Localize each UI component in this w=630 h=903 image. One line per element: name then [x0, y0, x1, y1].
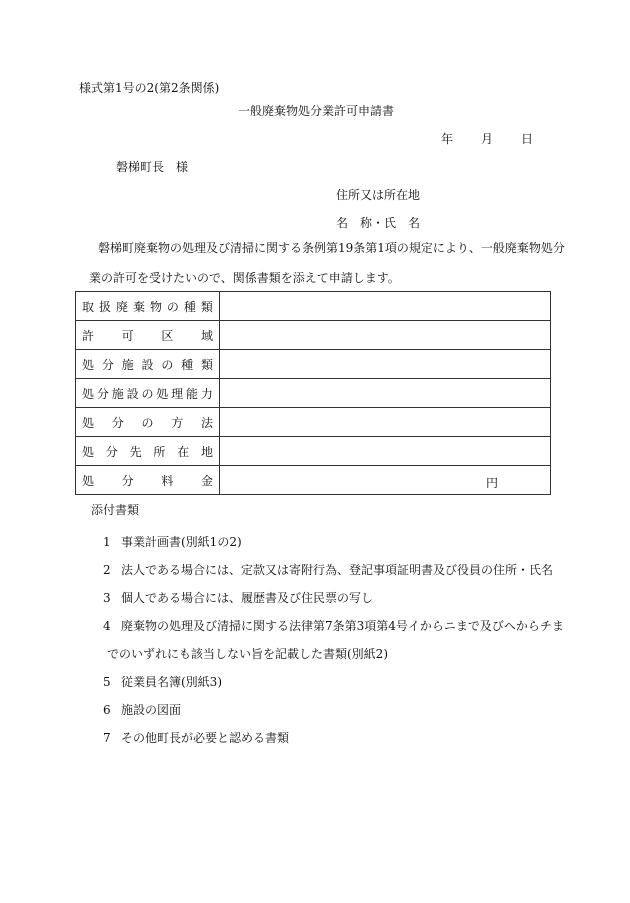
- row-label: [76, 321, 220, 350]
- attachment-text: 廃棄物の処理及び清掃に関する法律第7条第3項第4号イからニまで及びヘからチま: [121, 619, 564, 633]
- label-char: 力: [200, 386, 213, 401]
- row-value-field[interactable]: [220, 321, 551, 350]
- row-label-text: [82, 443, 213, 460]
- row-label: [76, 379, 220, 408]
- attachment-number: 5: [103, 675, 111, 689]
- attachment-text: 従業員名簿(別紙3): [121, 675, 222, 689]
- date-line: [441, 133, 533, 145]
- row-value: 円: [485, 476, 498, 490]
- attachment-number: 1: [103, 535, 111, 549]
- attachment-number: 6: [103, 703, 111, 717]
- attachment-text: 法人である場合には、定款又は寄附行為、登記事項証明書及び役員の住所・氏名: [121, 563, 554, 577]
- label-char: 可: [121, 328, 134, 343]
- label-char: 処: [82, 386, 95, 401]
- name-label: 名 称・氏 名: [336, 216, 421, 230]
- label-char: 設: [141, 357, 154, 372]
- row-label: [76, 437, 220, 466]
- row-value-field[interactable]: [220, 379, 551, 408]
- row-value-field[interactable]: [220, 350, 551, 379]
- attachment-number: 7: [103, 731, 111, 745]
- row-label: [76, 292, 220, 321]
- label-char: 物: [149, 299, 162, 314]
- label-char: 処: [82, 473, 95, 488]
- document-title: 一般廃棄物処分業許可申請書: [238, 104, 395, 118]
- label-char: 法: [200, 415, 213, 430]
- row-value-field[interactable]: [220, 466, 551, 495]
- attachment-number: 4: [103, 619, 111, 633]
- label-char: 処: [156, 386, 169, 401]
- label-char: 扱: [98, 299, 111, 314]
- label-char: 理: [171, 386, 184, 401]
- table-row: [76, 292, 551, 321]
- row-label-text: [82, 414, 213, 431]
- row-label: [76, 350, 220, 379]
- row-label-text: [82, 356, 213, 373]
- label-char: 在: [177, 444, 190, 459]
- attachment-item: [103, 564, 553, 576]
- label-char: 処: [82, 444, 95, 459]
- attachment-item: [103, 676, 222, 688]
- row-label-text: [82, 385, 213, 402]
- label-char: 方: [171, 415, 184, 430]
- application-table: [75, 291, 551, 495]
- addressee: 磐梯町長 様: [116, 160, 189, 174]
- row-value-field[interactable]: [220, 437, 551, 466]
- label-char: 施: [121, 357, 134, 372]
- attachment-item: [103, 620, 564, 632]
- attachment-item: [103, 732, 289, 744]
- label-char: 種: [181, 357, 194, 372]
- attachment-text-continued: でのいずれにも該当しない旨を記載した書類(別紙2): [107, 647, 389, 661]
- label-char: 分: [105, 444, 118, 459]
- label-char: 地: [200, 444, 213, 459]
- address-label: 住所又は所在地: [336, 188, 421, 202]
- label-char: 種: [183, 299, 196, 314]
- label-char: 域: [200, 328, 213, 343]
- label-char: 分: [111, 415, 124, 430]
- label-char: の: [161, 357, 174, 372]
- label-char: 処: [82, 415, 95, 430]
- table-row: [76, 379, 551, 408]
- label-char: 区: [161, 328, 174, 343]
- attachment-item: [103, 536, 242, 548]
- row-label: [76, 466, 220, 495]
- label-char: 所: [153, 444, 166, 459]
- row-value-field[interactable]: [220, 408, 551, 437]
- attachments-heading: 添付書類: [91, 503, 140, 517]
- attachment-text: その他町長が必要と認める書類: [121, 731, 290, 745]
- label-char: 分: [121, 473, 134, 488]
- table-row: [76, 466, 551, 495]
- table-row: [76, 437, 551, 466]
- date-year: 年: [441, 132, 454, 146]
- attachment-text: 事業計画書(別紙1の2): [121, 535, 242, 549]
- label-char: の: [166, 299, 179, 314]
- attachment-number: 2: [103, 563, 111, 577]
- label-char: 先: [129, 444, 142, 459]
- label-char: の: [141, 386, 154, 401]
- row-label-text: [82, 298, 213, 315]
- label-char: 設: [126, 386, 139, 401]
- label-char: 分: [96, 386, 109, 401]
- label-char: 料: [161, 473, 174, 488]
- label-char: 施: [111, 386, 124, 401]
- label-char: 許: [82, 328, 95, 343]
- label-char: 能: [186, 386, 199, 401]
- row-label-text: [82, 327, 213, 344]
- attachment-text: 個人である場合には、履歴書及び住民票の写し: [121, 591, 374, 605]
- label-char: 処: [82, 357, 95, 372]
- date-day: 日: [521, 132, 534, 146]
- row-label: [76, 408, 220, 437]
- table-row: [76, 408, 551, 437]
- attachment-item: [103, 592, 373, 604]
- label-char: 取: [82, 299, 95, 314]
- label-char: 分: [101, 357, 114, 372]
- label-char: 棄: [132, 299, 145, 314]
- table-row: [76, 321, 551, 350]
- body-text-line-1: 磐梯町廃棄物の処理及び清掃に関する条例第19条第1項の規定により、一般廃棄物処分: [98, 241, 565, 255]
- date-month: 月: [481, 132, 494, 146]
- body-text-line-2: 業の許可を受けたいので、関係書類を添えて申請します。: [89, 271, 400, 285]
- label-char: 類: [200, 357, 213, 372]
- row-label-text: [82, 472, 213, 489]
- row-value-field[interactable]: [220, 292, 551, 321]
- label-char: の: [141, 415, 154, 430]
- label-char: 類: [200, 299, 213, 314]
- attachment-text: 施設の図面: [121, 703, 182, 717]
- form-number: 様式第1号の2(第2条関係): [79, 81, 220, 95]
- attachment-number: 3: [103, 591, 111, 605]
- attachment-item: [103, 704, 181, 716]
- label-char: 金: [200, 473, 213, 488]
- label-char: 廃: [115, 299, 128, 314]
- table-row: [76, 350, 551, 379]
